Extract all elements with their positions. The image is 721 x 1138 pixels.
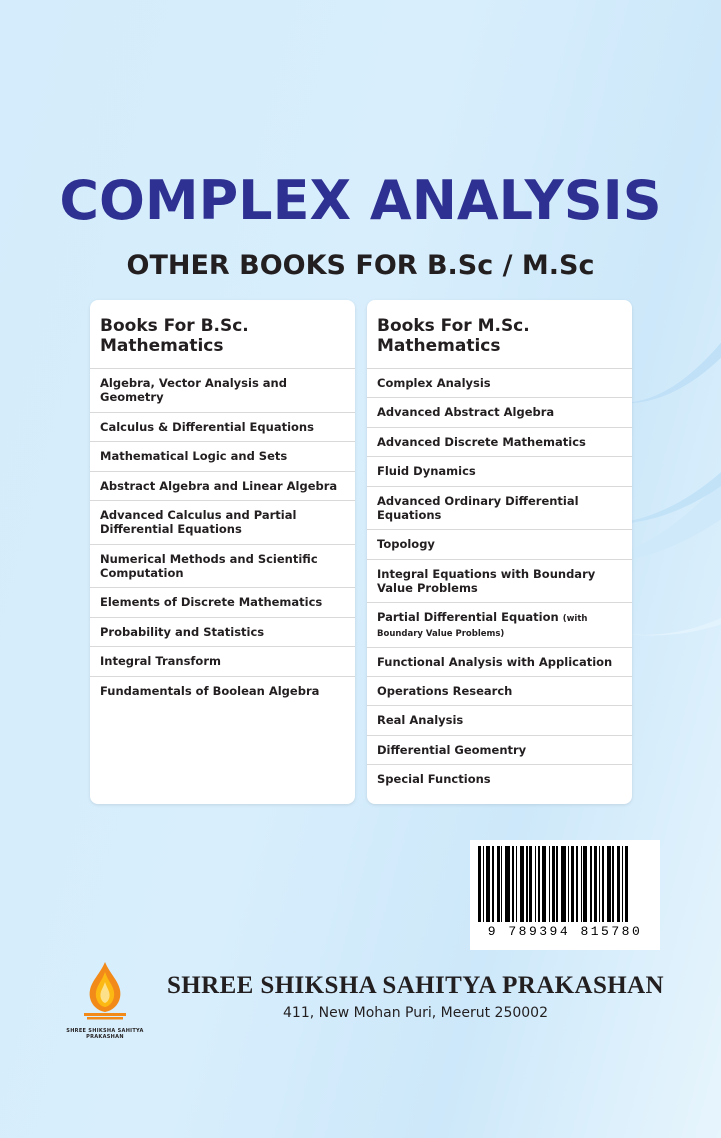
list-item: Advanced Discrete Mathematics — [367, 427, 632, 456]
bsc-book-list — [90, 368, 355, 705]
bsc-heading: Books For B.Sc. Mathematics — [100, 316, 249, 356]
list-item: Calculus & Differential Equations — [90, 412, 355, 441]
list-item: Topology — [367, 529, 632, 558]
list-item: Abstract Algebra and Linear Algebra — [90, 471, 355, 500]
list-item: Numerical Methods and Scientific Computation — [90, 544, 355, 588]
list-item: Mathematical Logic and Sets — [90, 441, 355, 470]
list-item-pde — [367, 602, 632, 646]
list-item: Special Functions — [367, 764, 632, 793]
list-item: Integral Equations with Boundary Value Problems — [367, 559, 632, 603]
pde-title: Partial Differential Equation — [377, 610, 559, 625]
logo-caption: SHREE SHIKSHA SAHITYA PRAKASHAN — [66, 1028, 144, 1040]
msc-heading: Books For M.Sc. Mathematics — [377, 316, 530, 356]
list-item: Operations Research — [367, 676, 632, 705]
publisher-address: 411, New Mohan Puri, Meerut 250002 — [283, 1005, 548, 1021]
list-item: Complex Analysis — [367, 368, 632, 397]
list-item: Algebra, Vector Analysis and Geometry — [90, 368, 355, 412]
publisher-logo — [57, 960, 153, 1040]
book-lists — [90, 300, 632, 804]
publisher-name: SHREE SHIKSHA SAHITYA PRAKASHAN — [166, 972, 665, 999]
list-item: Advanced Calculus and Partial Differential Equations — [90, 500, 355, 544]
list-item: Elements of Discrete Mathematics — [90, 587, 355, 616]
list-item: Fluid Dynamics — [367, 456, 632, 485]
publisher-footer — [0, 960, 721, 1040]
list-item: Integral Transform — [90, 646, 355, 675]
barcode-bars — [478, 846, 652, 922]
list-item: Differential Geomentry — [367, 735, 632, 764]
msc-books-card — [367, 300, 632, 804]
list-item: Advanced Abstract Algebra — [367, 397, 632, 426]
list-item: Probability and Statistics — [90, 617, 355, 646]
pde-note: (with Boundary Value Problems) — [377, 614, 588, 639]
barcode — [470, 840, 660, 950]
barcode-number: 9 789394 815780 — [487, 924, 643, 939]
msc-book-list — [367, 368, 632, 794]
flame-icon — [70, 960, 140, 1026]
bsc-books-card — [90, 300, 355, 804]
list-item: Fundamentals of Boolean Algebra — [90, 676, 355, 705]
publisher-info — [167, 960, 664, 1021]
book-title: COMPLEX ANALYSIS — [59, 169, 662, 232]
other-books-subtitle: OTHER BOOKS FOR B.Sc / M.Sc — [126, 250, 595, 281]
list-item: Functional Analysis with Application — [367, 647, 632, 676]
list-item: Real Analysis — [367, 705, 632, 734]
list-item: Advanced Ordinary Differential Equations — [367, 486, 632, 530]
